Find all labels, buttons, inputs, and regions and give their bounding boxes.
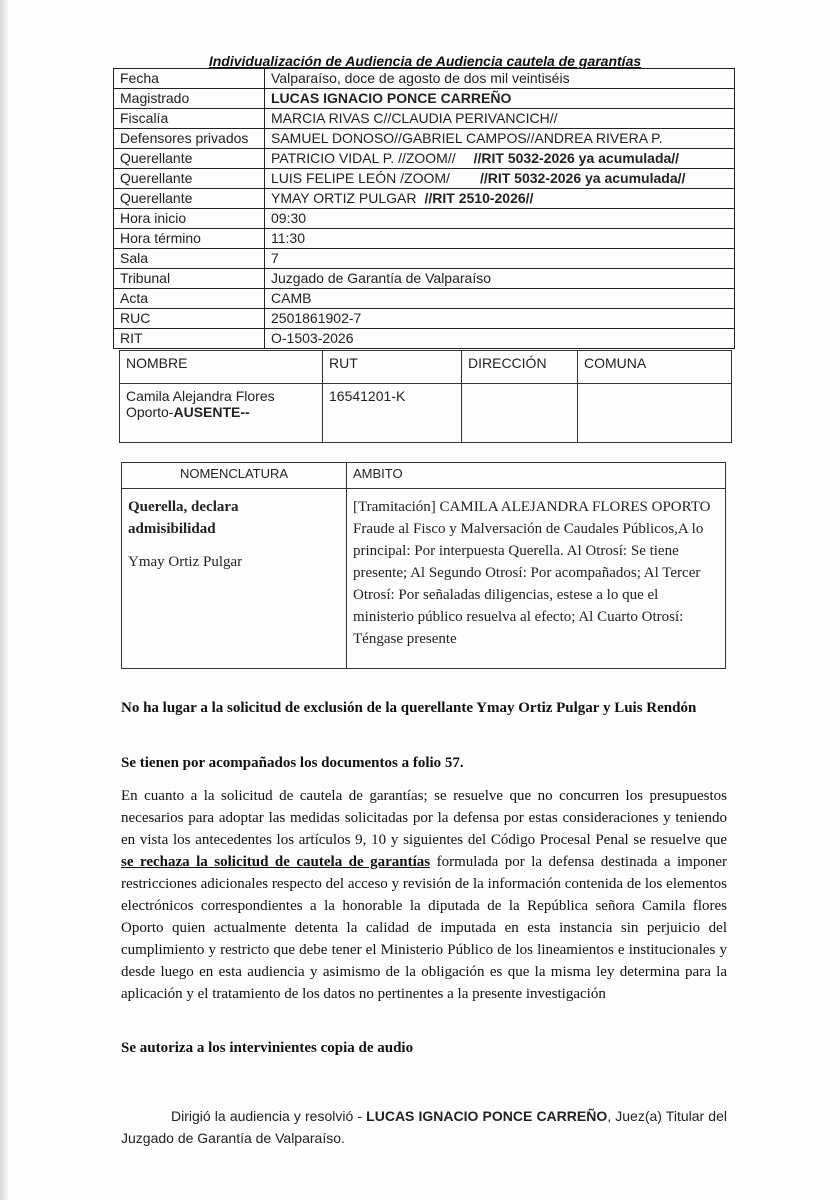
info-row-querellante-1 (114, 149, 735, 169)
info-value: LUCAS IGNACIO PONCE CARREÑO (265, 89, 735, 109)
querellante-name: PATRICIO VIDAL P. //ZOOM// (271, 150, 456, 166)
resolution-paragraph-1: No ha lugar a la solicitud de exclusión de la querellante Ymay Ortiz Pulgar y Luis Rendón (121, 700, 697, 716)
col-direccion-header: DIRECCIÓN (462, 351, 578, 384)
querellante-note: //RIT 5032-2026 ya acumulada// (473, 150, 680, 166)
info-label: Defensores privados (114, 129, 265, 149)
querellante-note: //RIT 5032-2026 ya acumulada// (479, 170, 686, 186)
info-value: Juzgado de Garantía de Valparaíso (265, 269, 735, 289)
resolution-text: formulada por la defensa destinada a imponer restricciones adicionales respecto del acceso y revisión de la información contenida de los elementos electrónicos correspondientes a la honorable la diputada de la República señora Camila flores Oporto quien actualmente detenta la calidad de imputada en esta instancia sin perjuicio del cumplimiento y restricto que debe tener el Ministerio Público de los lineamientos e institucionales y desde luego en esta audiencia y asimismo de la obligación es que la misma ley determina para la aplicación y el tratamiento de los datos no pertinentes a la presente investigación (121, 854, 727, 1002)
nomenclatura-querellante: Ymay Ortiz Pulgar (128, 554, 243, 570)
page-edge-shadow (0, 0, 8, 1200)
resolution-paragraph-4: Se autoriza a los intervinientes copia de audio (121, 1040, 414, 1056)
nomenclatura-header-row (122, 463, 726, 489)
person-comuna (578, 384, 732, 443)
info-label: RUC (114, 309, 265, 329)
footer-judge: LUCAS IGNACIO PONCE CARREÑO (366, 1108, 608, 1124)
querellante-name: YMAY ORTIZ PULGAR (271, 190, 417, 206)
info-row-hora-termino (114, 229, 735, 249)
col-nombre-header: NOMBRE (120, 351, 323, 384)
resolution-paragraph-3 (121, 785, 727, 1005)
info-label: Querellante (114, 169, 265, 189)
info-row-acta (114, 289, 735, 309)
nomenclatura-line1: Querella, declara (128, 499, 239, 515)
info-label: Acta (114, 289, 265, 309)
nomenclatura-line2: admisibilidad (128, 521, 216, 537)
resolution-paragraph-2: Se tienen por acompañados los documentos a folio 57. (121, 755, 464, 771)
info-value: 09:30 (265, 209, 735, 229)
info-row-magistrado (114, 89, 735, 109)
info-row-defensores (114, 129, 735, 149)
info-label: Hora término (114, 229, 265, 249)
info-value: SAMUEL DONOSO//GABRIEL CAMPOS//ANDREA RIVERA P. (265, 129, 735, 149)
col-nomenclatura-header: NOMENCLATURA (122, 463, 347, 489)
info-value: Valparaíso, doce de agosto de dos mil veintiséis (265, 69, 735, 89)
info-row-fiscalia (114, 109, 735, 129)
info-value (265, 189, 735, 209)
resolution-emphasis: se rechaza la solicitud de cautela de garantías (121, 854, 431, 870)
table-row (120, 384, 732, 443)
person-name-line2: Oporto- (126, 404, 174, 420)
resolution-text: En cuanto a la solicitud de cautela de garantías; se resuelve que no concurren los presupuestos necesarios para adoptar las medidas solicitadas por la defensa por estas consideraciones y teniendo en vista los antecedentes los artículos 9, 10 y siguientes del Código Procesal Penal se resuelve que (121, 788, 727, 848)
info-row-sala (114, 249, 735, 269)
info-value: MARCIA RIVAS C//CLAUDIA PERIVANCICH// (265, 109, 735, 129)
ambito-text: [Tramitación] CAMILA ALEJANDRA FLORES OPORTO Fraude al Fisco y Malversación de Caudales Públicos,A lo principal: Por interpuesta Querella. Al Otrosí: Se tiene presente; Al Segundo Otrosí: Por acompañados; Al Tercer Otrosí: Por señaladas diligencias, estese a lo que el ministerio público resuelva al efecto; Al Cuarto Otrosí: Téngase presente (347, 489, 726, 669)
info-row-tribunal (114, 269, 735, 289)
info-label: RIT (114, 329, 265, 349)
info-row-querellante-3 (114, 189, 735, 209)
info-value: 7 (265, 249, 735, 269)
person-status: AUSENTE-- (173, 404, 250, 420)
info-label: Hora inicio (114, 209, 265, 229)
footer-suffix: , Juez(a) Titular del Juzgado de Garantía de Valparaíso. (121, 1108, 727, 1146)
person-direccion (462, 384, 578, 443)
persons-table (119, 350, 732, 443)
signature-footer (121, 1105, 727, 1149)
hearing-info-table (113, 68, 735, 349)
person-name-cell (120, 384, 323, 443)
info-label: Fiscalía (114, 109, 265, 129)
col-rut-header: RUT (323, 351, 462, 384)
person-rut: 16541201-K (323, 384, 462, 443)
info-value: 11:30 (265, 229, 735, 249)
info-row-fecha (114, 69, 735, 89)
querellante-name: LUIS FELIPE LEÓN /ZOOM/ (271, 170, 450, 186)
info-label: Sala (114, 249, 265, 269)
info-row-rit (114, 329, 735, 349)
info-row-ruc (114, 309, 735, 329)
info-value: 2501861902-7 (265, 309, 735, 329)
info-value: CAMB (265, 289, 735, 309)
info-label: Querellante (114, 189, 265, 209)
info-value: O-1503-2026 (265, 329, 735, 349)
persons-header-row (120, 351, 732, 384)
info-row-hora-inicio (114, 209, 735, 229)
nomenclatura-cell (122, 489, 347, 669)
info-label: Querellante (114, 149, 265, 169)
person-name-line1: Camila Alejandra Flores (126, 388, 275, 404)
info-value (265, 149, 735, 169)
col-comuna-header: COMUNA (578, 351, 732, 384)
info-value (265, 169, 735, 189)
col-ambito-header: AMBITO (347, 463, 726, 489)
nomenclatura-table (121, 462, 726, 669)
info-label: Fecha (114, 69, 265, 89)
table-row (122, 489, 726, 669)
info-row-querellante-2 (114, 169, 735, 189)
info-label: Magistrado (114, 89, 265, 109)
querellante-note: //RIT 2510-2026// (424, 190, 534, 206)
info-label: Tribunal (114, 269, 265, 289)
footer-prefix: Dirigió la audiencia y resolvió - (171, 1108, 363, 1124)
document-title: Individualización de Audiencia de Audiencia cautela de garantías (208, 53, 642, 69)
